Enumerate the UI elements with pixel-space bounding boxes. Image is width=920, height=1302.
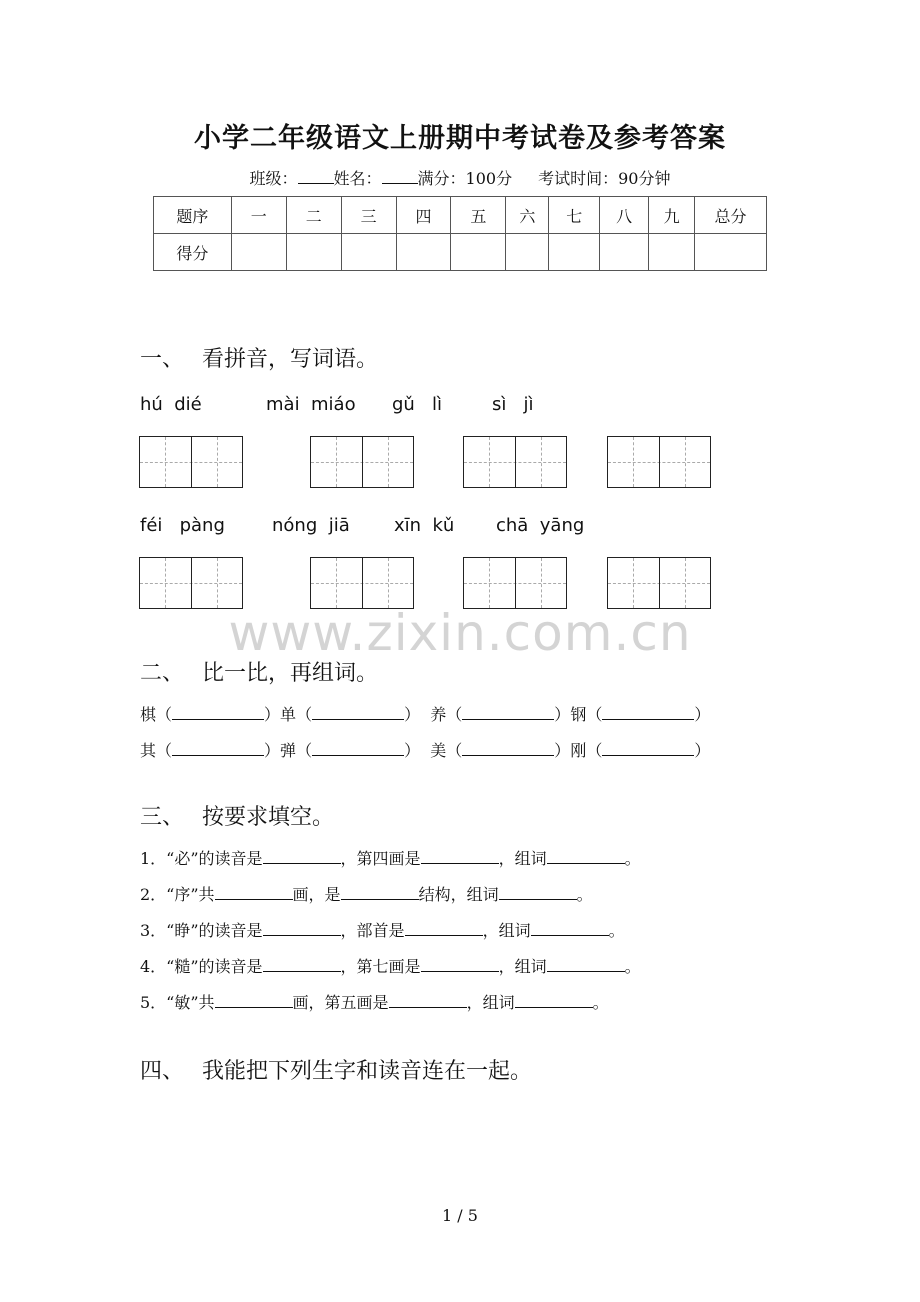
word-blank[interactable] (312, 741, 404, 756)
header-cell: 六 (506, 197, 549, 234)
question-text: 5．“敏”共 (140, 993, 215, 1012)
watermark: www.zixin.com.cn (228, 604, 692, 662)
header-cell: 四 (396, 197, 451, 234)
header-cell: 五 (451, 197, 506, 234)
score-table-score-row (154, 234, 767, 271)
writing-grid[interactable] (463, 436, 567, 488)
score-table (153, 196, 767, 271)
question-text: 。 (624, 957, 641, 976)
full-score-label: 满分：100分 (417, 169, 513, 188)
answer-blank[interactable] (547, 849, 625, 864)
word-blank[interactable] (602, 705, 694, 720)
header-cell: 三 (341, 197, 396, 234)
question-text: 3．“睁”的读音是 (140, 921, 263, 940)
compare-char: 刚 (570, 741, 587, 760)
pinyin-item: féi pàng (140, 515, 225, 536)
answer-blank[interactable] (263, 921, 341, 936)
writing-grid[interactable] (139, 557, 243, 609)
question-text: 画，第五画是 (292, 993, 389, 1012)
word-blank[interactable] (602, 741, 694, 756)
section-title: 按要求填空。 (202, 805, 335, 830)
name-label: 姓名： (333, 169, 382, 188)
section-number: 一、 (140, 347, 185, 372)
score-cell[interactable] (286, 234, 341, 271)
question-text: 。 (608, 921, 625, 940)
pinyin-item: xīn kǔ (394, 515, 455, 536)
header-cell: 八 (600, 197, 649, 234)
fill-question (140, 990, 609, 1013)
answer-blank[interactable] (215, 885, 293, 900)
score-cell[interactable] (600, 234, 649, 271)
question-text: 4．“糙”的读音是 (140, 957, 263, 976)
section-title: 看拼音，写词语。 (202, 347, 379, 372)
score-cell[interactable] (649, 234, 695, 271)
page-title: 小学二年级语文上册期中考试卷及参考答案 (194, 123, 726, 154)
question-text: 。 (576, 885, 593, 904)
fill-question (140, 954, 641, 977)
score-cell[interactable] (506, 234, 549, 271)
question-text: 结构，组词 (418, 885, 499, 904)
answer-blank[interactable] (263, 957, 341, 972)
answer-blank[interactable] (389, 993, 467, 1008)
question-text: 。 (624, 849, 641, 868)
pinyin-item: gǔ lì (392, 394, 443, 415)
compare-row: 其（ ）弹（ ） 美（ ）刚（ ） (140, 741, 711, 760)
header-cell: 一 (231, 197, 286, 234)
score-table-header-row (154, 197, 767, 234)
compare-char: 弹 (280, 741, 297, 760)
pinyin-item: sì jì (492, 394, 534, 415)
answer-blank[interactable] (341, 885, 419, 900)
page-number: 1 / 5 (442, 1206, 478, 1225)
answer-blank[interactable] (263, 849, 341, 864)
compare-char: 养 (430, 705, 447, 724)
word-blank[interactable] (462, 705, 554, 720)
answer-blank[interactable] (531, 921, 609, 936)
word-blank[interactable] (172, 705, 264, 720)
section-3-heading (140, 800, 334, 831)
name-blank[interactable] (382, 169, 418, 184)
question-text: 2．“序”共 (140, 885, 215, 904)
header-cell: 七 (549, 197, 600, 234)
fill-question (140, 918, 625, 941)
writing-grid[interactable] (607, 436, 711, 488)
exam-time-label: 考试时间：90分钟 (538, 169, 671, 188)
section-title: 我能把下列生字和读音连在一起。 (202, 1059, 533, 1084)
score-row-label: 得分 (154, 234, 232, 271)
compare-row: 棋（ ）单（ ） 养（ ）钢（ ） (140, 705, 711, 724)
question-text: 。 (592, 993, 609, 1012)
section-number: 二、 (140, 661, 185, 686)
compare-char: 美 (430, 741, 447, 760)
score-cell[interactable] (451, 234, 506, 271)
section-number: 三、 (140, 805, 185, 830)
score-cell[interactable] (396, 234, 451, 271)
answer-blank[interactable] (499, 885, 577, 900)
score-cell[interactable] (231, 234, 286, 271)
pinyin-item: hú dié (140, 394, 202, 415)
compare-char: 棋 (140, 705, 157, 724)
score-cell[interactable] (549, 234, 600, 271)
class-blank[interactable] (298, 169, 334, 184)
answer-blank[interactable] (421, 957, 499, 972)
writing-grid[interactable] (463, 557, 567, 609)
writing-grid[interactable] (139, 436, 243, 488)
compare-char: 钢 (570, 705, 587, 724)
pinyin-item: mài miáo (266, 394, 356, 415)
pinyin-item: chā yāng (496, 515, 585, 536)
fill-question (140, 882, 593, 905)
answer-blank[interactable] (515, 993, 593, 1008)
question-text: 画，是 (292, 885, 341, 904)
section-2-heading (140, 656, 378, 687)
section-1-heading (140, 342, 378, 373)
question-text: 1．“必”的读音是 (140, 849, 263, 868)
score-cell[interactable] (695, 234, 767, 271)
answer-blank[interactable] (421, 849, 499, 864)
word-blank[interactable] (312, 705, 404, 720)
section-4-heading (140, 1054, 532, 1085)
question-text: ，组词 (498, 849, 547, 868)
question-text: ，部首是 (340, 921, 405, 940)
question-text: ，第四画是 (340, 849, 421, 868)
exam-info (0, 166, 920, 189)
writing-grid[interactable] (310, 436, 414, 488)
header-cell: 九 (649, 197, 695, 234)
header-cell: 题序 (154, 197, 232, 234)
class-label: 班级： (249, 169, 298, 188)
fill-question (140, 846, 641, 869)
writing-grid[interactable] (607, 557, 711, 609)
word-blank[interactable] (172, 741, 264, 756)
word-blank[interactable] (462, 741, 554, 756)
writing-grid[interactable] (310, 557, 414, 609)
question-text: ，组词 (466, 993, 515, 1012)
answer-blank[interactable] (215, 993, 293, 1008)
compare-char: 单 (280, 705, 297, 724)
question-text: ，组词 (482, 921, 531, 940)
question-text: ，第七画是 (340, 957, 421, 976)
section-number: 四、 (140, 1059, 185, 1084)
answer-blank[interactable] (547, 957, 625, 972)
pinyin-item: nóng jiā (272, 515, 350, 536)
compare-char: 其 (140, 741, 157, 760)
score-cell[interactable] (341, 234, 396, 271)
header-cell: 二 (286, 197, 341, 234)
header-cell: 总分 (695, 197, 767, 234)
section-title: 比一比，再组词。 (202, 661, 379, 686)
answer-blank[interactable] (405, 921, 483, 936)
question-text: ，组词 (498, 957, 547, 976)
